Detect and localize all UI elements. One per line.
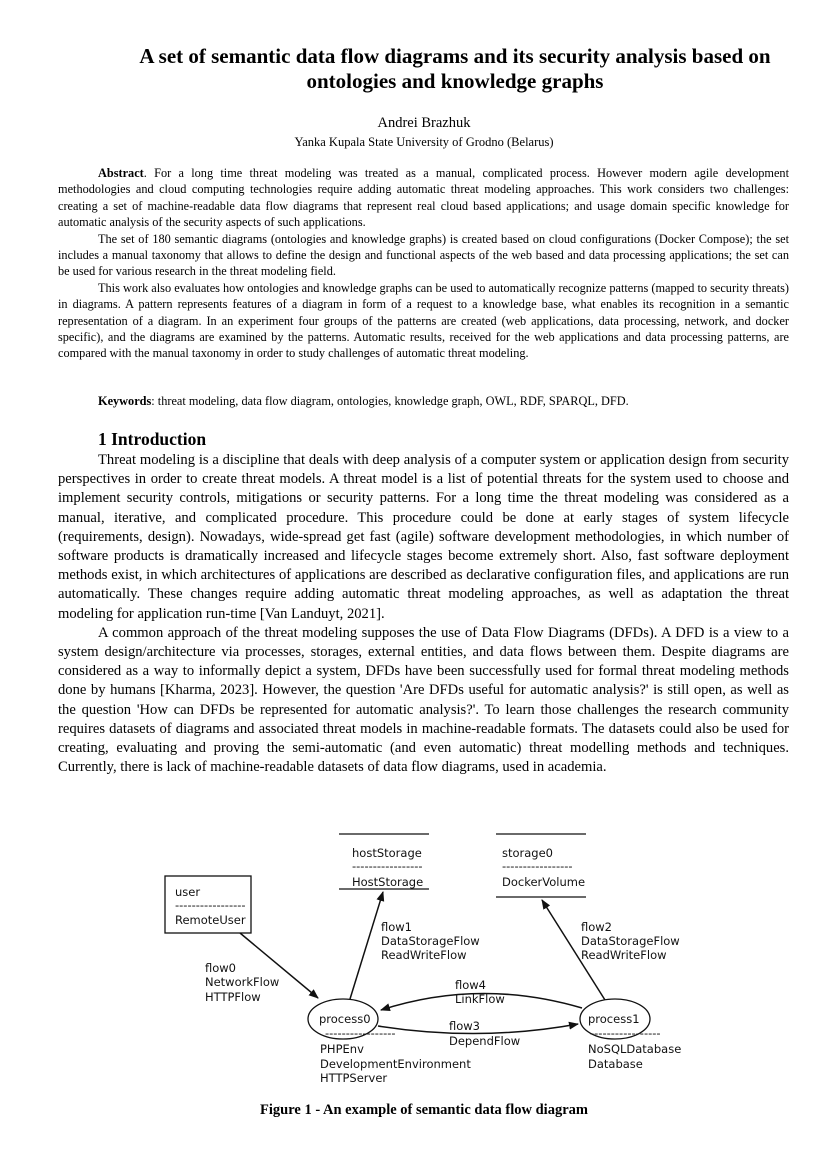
process1-type: NoSQLDatabase bbox=[588, 1042, 682, 1056]
process0-type: HTTPServer bbox=[320, 1071, 388, 1085]
storage0-separator: ----------------- bbox=[502, 859, 573, 873]
process0-type: DevelopmentEnvironment bbox=[320, 1057, 471, 1071]
flow1-label: flow1 bbox=[381, 920, 413, 934]
abstract-paragraph: This work also evaluates how ontologies and knowledge graphs can be used to automatically recognize patterns (mapped to security threats) in diagrams. A pattern represents features of a diagram in form of a request to a knowledge base, what enables its recognition in a semantic representation of a diagram. In an experiment four groups of the patterns are created (web applications, data processing, network, and docker specific), and the diagrams are examined by the patterns. Automatic results, received for the web applications and data processing patterns, are compared with the manual taxonomy in order to study challenges of automatic threat modeling. bbox=[58, 280, 789, 361]
process0-type: PHPEnv bbox=[320, 1042, 364, 1056]
flow0-label: flow0 bbox=[205, 961, 237, 975]
body-paragraph: A common approach of the threat modeling supposes the use of Data Flow Diagrams (DFDs). A DFD is a view to a system design/architecture via processes, storages, external entities, and data flows between them. Despite diagrams are considered as a way to informally depict a system, DFDs have been successfully used for formal threat modeling methods done by humans [Kharma, 2023]. However, the question 'Are DFDs useful for automatic analysis?' is still open, as well as the question 'How can DFDs be represented for automatic analysis?'. To learn those challenges the research community requires datasets of diagrams and associated threat models in machine-readable formats. The datasets could also be used for creating, evaluating and proving the semi-automatic (and even automatic) threat modelling methods and techniques. Currently, there is lack of machine-readable datasets of data flow diagrams, used in academia. bbox=[58, 624, 789, 776]
process1-type: Database bbox=[588, 1057, 643, 1071]
author-affiliation: Yanka Kupala State University of Grodno (Belarus) bbox=[294, 135, 554, 149]
flow2-label: flow2 bbox=[581, 920, 613, 934]
keywords-label: Keywords bbox=[98, 394, 152, 408]
dfd-diagram bbox=[150, 828, 710, 1093]
user-entity-name: user bbox=[175, 885, 201, 899]
storage0-name: storage0 bbox=[502, 846, 554, 860]
hoststorage-name: hostStorage bbox=[352, 846, 422, 860]
flow3-label: DependFlow bbox=[449, 1034, 521, 1048]
flow0-label: NetworkFlow bbox=[205, 975, 280, 989]
keywords bbox=[58, 393, 789, 409]
flow0-label: HTTPFlow bbox=[205, 990, 261, 1004]
flow2-label: ReadWriteFlow bbox=[581, 948, 667, 962]
user-entity-type: RemoteUser bbox=[175, 913, 246, 927]
abstract-text: . For a long time threat modeling was treated as a manual, complicated process. However modern agile development methodologies and cloud computing technologies require adding automatic threat modeling approaches. This work considers two challenges: creating a set of machine-readable data flow diagrams that represent real cloud based applications; and usage domain specific knowledge for automatic analysis of the security aspects of such applications. bbox=[58, 166, 789, 230]
flow2-label: DataStorageFlow bbox=[581, 934, 680, 948]
abstract-paragraph: The set of 180 semantic diagrams (ontologies and knowledge graphs) is created based on cloud configurations (Docker Compose); the set includes a manual taxonomy that allows to define the design and functional aspects of the web based and data processing applications; the set can be used for various research in the threat modeling field. bbox=[58, 231, 789, 279]
process1-name: process1 bbox=[588, 1012, 640, 1026]
paper-title: A set of semantic data flow diagrams and its security analysis based on ontologies and knowledge graphs bbox=[139, 44, 771, 93]
keywords-text: : threat modeling, data flow diagram, ontologies, knowledge graph, OWL, RDF, SPARQL, DFD. bbox=[151, 394, 629, 408]
abstract bbox=[58, 165, 789, 362]
user-entity-separator: ----------------- bbox=[175, 898, 246, 912]
section-body bbox=[58, 451, 789, 777]
abstract-paragraph bbox=[58, 165, 789, 231]
hoststorage-separator: ----------------- bbox=[352, 859, 423, 873]
flow1-label: ReadWriteFlow bbox=[381, 948, 467, 962]
process0-name: process0 bbox=[319, 1012, 371, 1026]
flow3-label: flow3 bbox=[449, 1019, 481, 1033]
abstract-label: Abstract bbox=[98, 166, 144, 180]
flow1-arrow bbox=[350, 892, 383, 999]
author-name: Andrei Brazhuk bbox=[377, 115, 471, 131]
storage0-type: DockerVolume bbox=[502, 875, 586, 889]
hoststorage-type: HostStorage bbox=[352, 875, 424, 889]
flow4-label: LinkFlow bbox=[455, 992, 505, 1006]
process0-separator: ----------------- bbox=[325, 1026, 396, 1040]
figure-diagram bbox=[150, 828, 710, 1093]
section-heading: 1 Introduction bbox=[98, 429, 207, 449]
flow1-label: DataStorageFlow bbox=[381, 934, 480, 948]
flow4-label: flow4 bbox=[455, 978, 487, 992]
process1-separator: ----------------- bbox=[590, 1026, 661, 1040]
body-paragraph: Threat modeling is a discipline that deals with deep analysis of a computer system or application design from security perspectives in order to create threat models. A threat model is a list of potential threats for the system used to choose and implement security controls, mitigations or security patterns. For a long time the threat modeling was considered as a manual, iterative, and complicated procedure. This procedure could be done at early stages of system lifecycle (requirements, design). Nowadays, wide-spread get fast (agile) software development methodologies, in which number of software products is dramatically increased and lifecycle stages become extremely short. Also, fast software deployment methods exist, in which architectures of applications are described as declarative configuration files, and applications are run automatically. These changes require adding automatic threat modeling approaches, as well as adaptation the threat modeling for application run-time [Van Landuyt, 2021]. bbox=[58, 452, 789, 622]
figure-caption: Figure 1 - An example of semantic data flow diagram bbox=[260, 1102, 588, 1118]
